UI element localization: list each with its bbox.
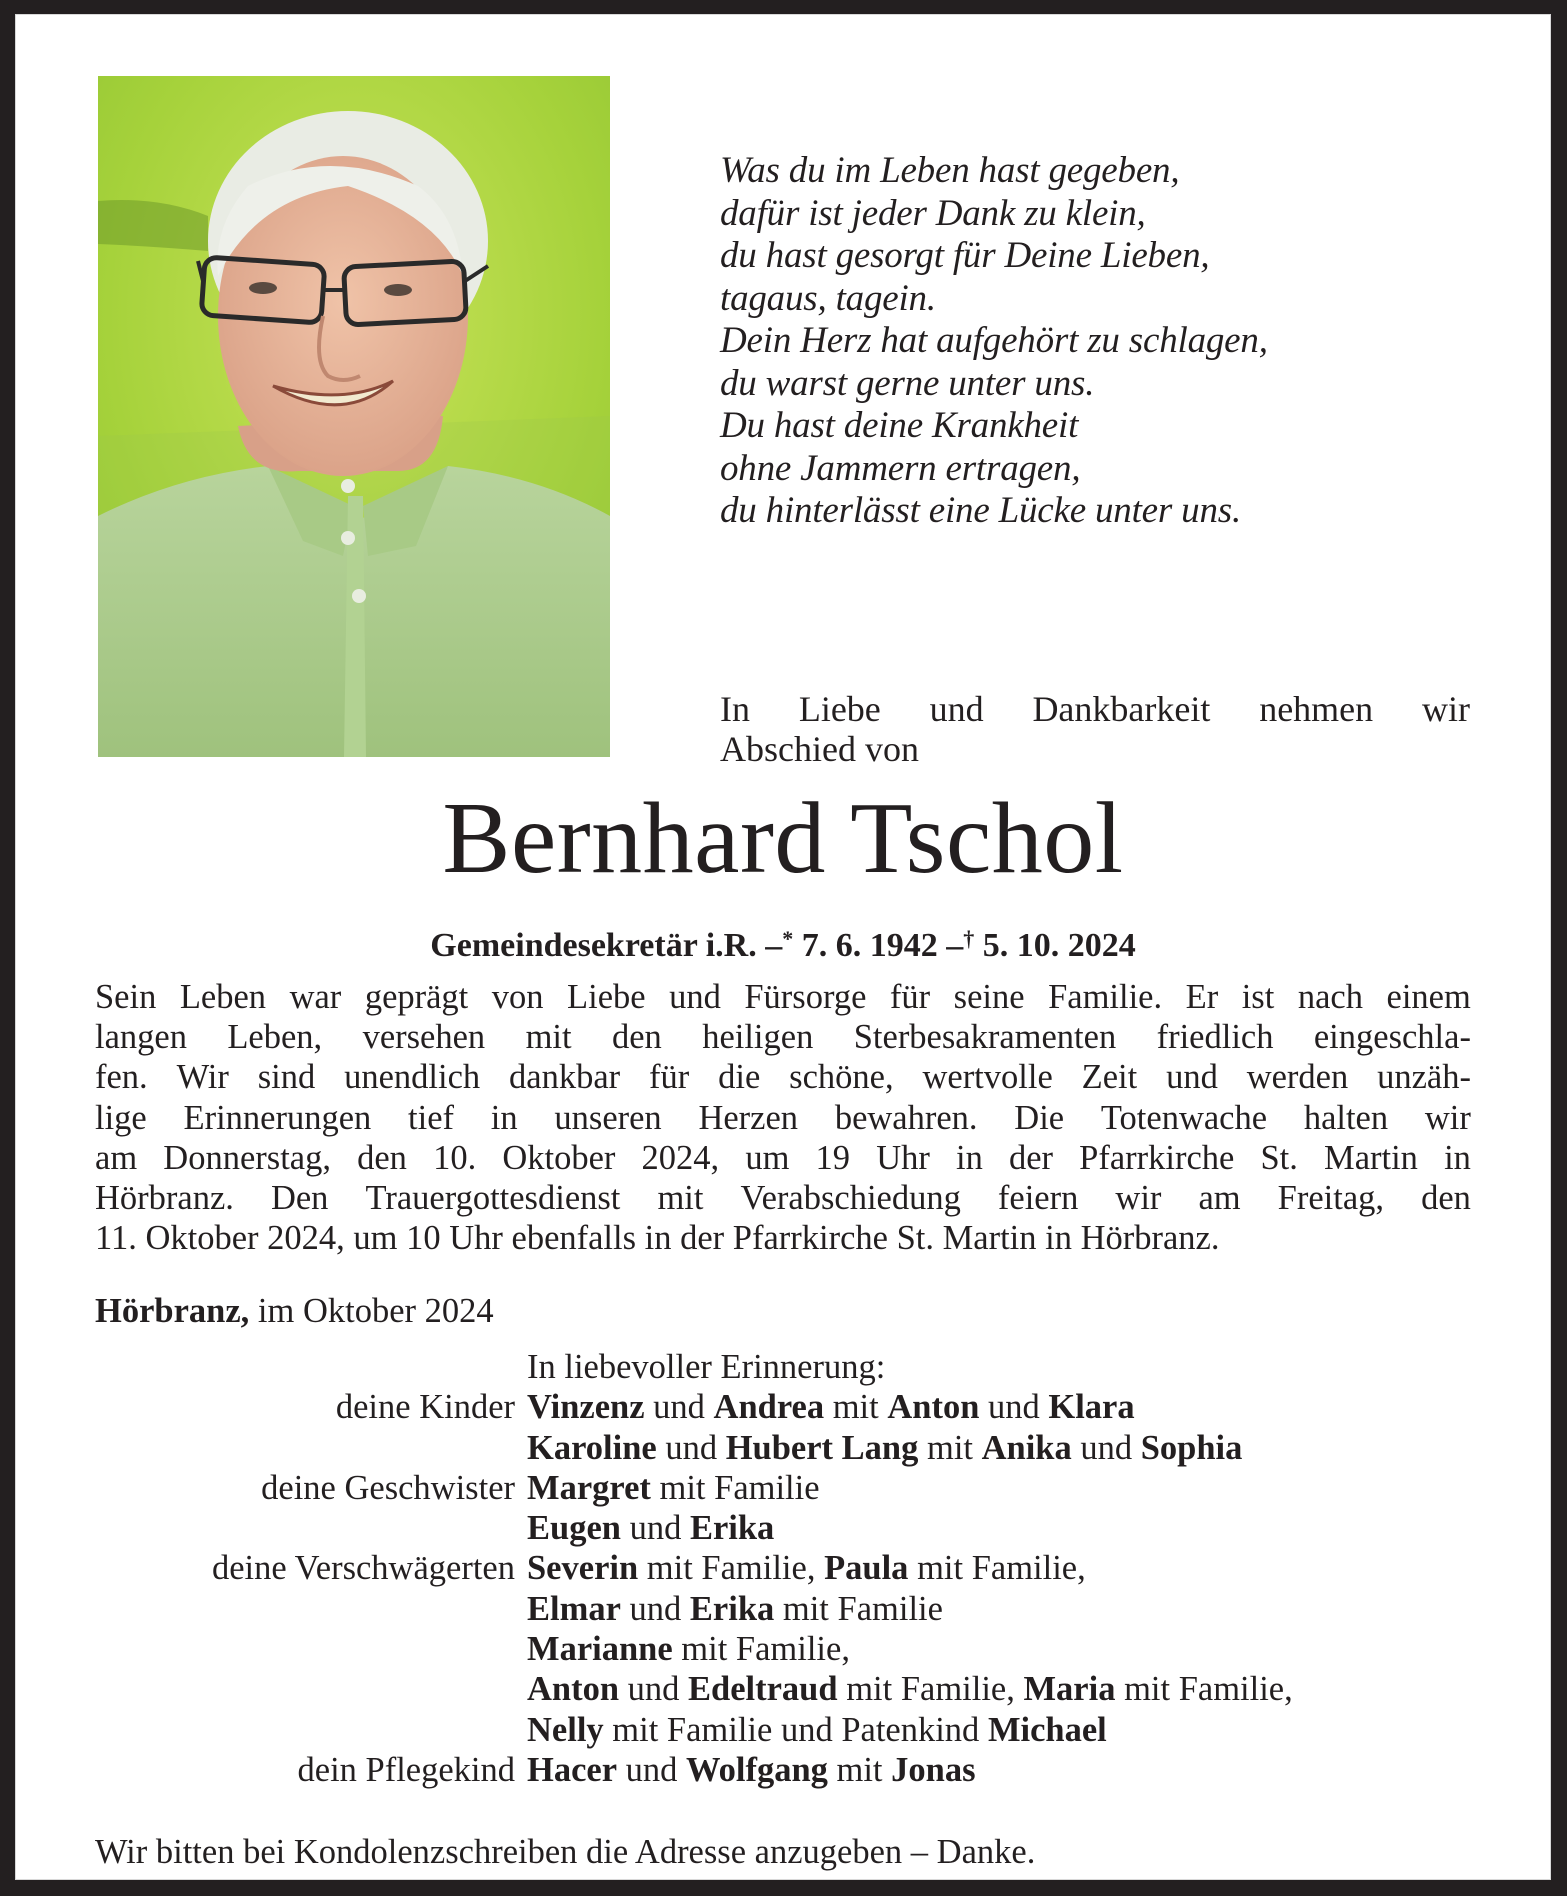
text-word: Die xyxy=(1014,1098,1065,1137)
mourner-row xyxy=(95,1669,1495,1709)
birth-symbol: * xyxy=(782,926,794,951)
text-word: wir xyxy=(1424,1098,1471,1137)
text-word: geprägt xyxy=(364,978,469,1016)
relation-label: deine Kinder xyxy=(335,1388,515,1427)
text-word: Pfarrkirche xyxy=(1079,1138,1235,1177)
mourner-name: Andrea xyxy=(713,1388,825,1427)
death-date: 5. 10. 2024 xyxy=(982,927,1136,964)
connector-text: und xyxy=(1071,1428,1141,1467)
text-word: langen xyxy=(95,1018,187,1057)
mourner-row xyxy=(95,1387,1495,1427)
text-word: heiligen xyxy=(702,1018,814,1057)
text-word: tief xyxy=(408,1098,455,1137)
text-word: unseren xyxy=(554,1098,662,1137)
mourner-name: Klara xyxy=(1048,1388,1135,1427)
poem-line: Was du im Leben hast gegeben, xyxy=(720,150,1180,191)
text-word: dankbar xyxy=(509,1058,621,1097)
mourner-name: Eugen xyxy=(527,1509,621,1548)
farewell-intro xyxy=(720,689,1470,769)
mourner-row xyxy=(95,1468,1495,1508)
mourners-heading: In liebevoller Erinnerung: xyxy=(527,1348,886,1386)
mourner-name: Nelly xyxy=(527,1710,604,1749)
text-word: einem xyxy=(1386,978,1471,1016)
obituary-text-line xyxy=(95,1017,1471,1057)
poem-line: tagaus, tagein. xyxy=(720,277,936,319)
connector-text: mit Familie, xyxy=(638,1549,825,1588)
mourner-row xyxy=(95,1750,1495,1790)
text-word: wir xyxy=(1115,1179,1162,1218)
mourner-names xyxy=(527,1508,774,1548)
obituary-text xyxy=(95,977,1471,1258)
mourners-list xyxy=(95,1347,1495,1790)
text-word: Hörbranz. xyxy=(95,1179,234,1218)
mourner-name: Wolfgang xyxy=(686,1750,828,1789)
text-word: nach xyxy=(1297,978,1363,1016)
text-word: Fürsorge xyxy=(744,978,867,1016)
connector-text: und xyxy=(620,1589,690,1628)
text-word: Zeit xyxy=(1081,1058,1138,1097)
mourner-name: Paula xyxy=(824,1549,909,1588)
text-word: Er xyxy=(1185,978,1219,1016)
mourner-name: Anton xyxy=(887,1388,980,1427)
text-word: Erinnerungen xyxy=(183,1098,372,1137)
farewell-intro-line-2: Abschied von xyxy=(720,729,919,769)
poem-line: Dein Herz hat aufgehört zu schlagen, xyxy=(720,320,1268,361)
poem-line: ohne Jammern ertragen, xyxy=(720,447,1081,489)
intro-word: nehmen xyxy=(1259,689,1374,729)
poem-line: du hinterlässt eine Lücke unter uns. xyxy=(720,490,1242,531)
text-word: der xyxy=(1008,1138,1054,1177)
poem-line: Du hast deine Krankheit xyxy=(720,405,1079,446)
text-word: für xyxy=(889,978,931,1016)
text-word: den xyxy=(357,1138,407,1177)
text-word: von xyxy=(491,978,544,1016)
deceased-title: Gemeindesekretär i.R. xyxy=(430,927,757,964)
poem-line: dafür ist jeder Dank zu klein, xyxy=(720,192,1146,234)
intro-word: In xyxy=(720,689,750,729)
relation-label xyxy=(95,1629,527,1669)
text-word: schöne, xyxy=(789,1058,894,1097)
text-word: Donnerstag, xyxy=(163,1138,331,1177)
poem-line: du warst gerne unter uns. xyxy=(720,362,1095,404)
mourner-row xyxy=(95,1629,1495,1669)
text-word: unendlich xyxy=(344,1058,481,1097)
text-word: sind xyxy=(257,1058,316,1097)
mourner-name: Michael xyxy=(987,1710,1107,1749)
text-word: und xyxy=(1166,1058,1218,1097)
text-word: Verabschiedung xyxy=(740,1179,961,1218)
text-word: für xyxy=(649,1058,690,1097)
relation-label: deine Verschwägerten xyxy=(211,1549,515,1588)
mourner-row xyxy=(95,1710,1495,1750)
mourner-row xyxy=(95,1508,1495,1548)
text-word: 19 xyxy=(815,1138,851,1177)
mourner-names xyxy=(527,1629,850,1669)
text-word: feiern xyxy=(997,1179,1079,1218)
mourner-name: Elmar xyxy=(527,1589,621,1628)
mourner-name: Sophia xyxy=(1140,1428,1243,1467)
intro-word: Liebe xyxy=(798,689,881,729)
text-word: Sein xyxy=(95,978,157,1016)
text-word: unzäh- xyxy=(1377,1058,1471,1097)
text-word: am xyxy=(1198,1179,1241,1218)
intro-word: und xyxy=(929,689,984,729)
obituary-text-line xyxy=(95,1178,1471,1218)
text-fragment: 11. Oktober 2024, um 10 Uhr ebenfalls in der Pfarrkirche St. Martin in Hörbranz. xyxy=(95,1219,1220,1258)
connector-text: mit Familie, xyxy=(837,1670,1024,1709)
text-word: mit xyxy=(525,1018,572,1057)
text-word: lige xyxy=(95,1098,147,1137)
connector-text: und xyxy=(620,1509,690,1548)
mourner-names xyxy=(527,1468,820,1508)
mourners-heading-row xyxy=(95,1347,1495,1387)
text-word: in xyxy=(490,1098,518,1137)
mourner-names xyxy=(527,1669,1293,1709)
text-word: friedlich xyxy=(1156,1018,1274,1057)
mourner-name: Vinzenz xyxy=(527,1388,645,1427)
portrait-image xyxy=(98,76,610,757)
connector-text: mit Familie und Patenkind xyxy=(603,1710,988,1749)
text-word: Oktober xyxy=(502,1138,616,1177)
text-word: die xyxy=(718,1058,761,1097)
mourner-name: Erika xyxy=(689,1509,775,1548)
relation-label xyxy=(95,1589,527,1629)
death-symbol: † xyxy=(963,926,975,951)
deceased-name: Bernhard Tschol xyxy=(442,782,1124,895)
relation-label xyxy=(95,1669,527,1709)
birth-date: 7. 6. 1942 xyxy=(801,927,938,964)
connector-text: und xyxy=(617,1750,687,1789)
text-word: fen. xyxy=(95,1058,148,1097)
obituary-page xyxy=(15,14,1551,1880)
mourner-name: Erika xyxy=(689,1589,775,1628)
text-word: Familie. xyxy=(1048,978,1163,1016)
text-word: Martin xyxy=(1324,1138,1418,1177)
mourner-name: Margret xyxy=(527,1468,651,1507)
text-word: Trauergottesdienst xyxy=(365,1179,621,1218)
text-word: Wir xyxy=(176,1058,229,1097)
connector-text: und xyxy=(656,1428,726,1467)
obituary-text-line xyxy=(95,1218,1471,1258)
mourner-name: Edeltraud xyxy=(688,1670,838,1709)
closing-note: Wir bitten bei Kondolenzschreiben die Adresse anzugeben – Danke. xyxy=(95,1833,1036,1871)
connector-text: mit Familie xyxy=(774,1589,943,1628)
mourner-row xyxy=(95,1428,1495,1468)
mourner-names xyxy=(527,1548,1086,1588)
text-word: Leben xyxy=(179,978,267,1016)
mourner-name: Hacer xyxy=(527,1750,618,1789)
connector-text: und xyxy=(619,1670,689,1709)
text-word: Herzen xyxy=(698,1098,799,1137)
text-word: 2024, xyxy=(641,1138,720,1177)
text-word: Totenwache xyxy=(1100,1098,1268,1137)
mourner-name: Anton xyxy=(527,1670,620,1709)
text-word: versehen xyxy=(362,1018,486,1057)
obituary-text-line xyxy=(95,1138,1471,1178)
text-word: um xyxy=(745,1138,790,1177)
text-word: 10. xyxy=(433,1138,477,1177)
mourner-names xyxy=(527,1750,976,1790)
mourner-name: Maria xyxy=(1023,1670,1116,1709)
place: Hörbranz, xyxy=(95,1292,250,1330)
obituary-text-line xyxy=(95,1098,1471,1138)
mourner-name: Karoline xyxy=(527,1428,657,1467)
connector-text: und xyxy=(644,1388,714,1427)
text-word: am xyxy=(95,1138,138,1177)
text-word: Sterbesakramenten xyxy=(853,1018,1117,1057)
relation-label xyxy=(95,1428,527,1468)
connector-text: mit xyxy=(824,1388,888,1427)
mourner-name: Severin xyxy=(527,1549,639,1588)
text-word: in xyxy=(955,1138,983,1177)
connector-text: und xyxy=(979,1388,1049,1427)
mourner-names xyxy=(527,1428,1242,1468)
connector-text: mit xyxy=(918,1428,982,1467)
text-word: und xyxy=(669,978,721,1016)
text-word: Uhr xyxy=(876,1138,930,1177)
place-date xyxy=(95,1291,494,1331)
obituary-text-line xyxy=(95,977,1471,1017)
farewell-intro-line-1 xyxy=(720,689,1470,729)
mourner-name: Anika xyxy=(981,1428,1072,1467)
relation-label: dein Pflegekind xyxy=(297,1750,515,1789)
intro-word: wir xyxy=(1422,689,1470,729)
mourner-names xyxy=(527,1387,1135,1427)
text-word: St. xyxy=(1260,1138,1298,1177)
connector-text: mit Familie, xyxy=(908,1549,1086,1588)
date: im Oktober 2024 xyxy=(257,1292,494,1330)
portrait-photo xyxy=(98,76,610,757)
text-word: Freitag, xyxy=(1277,1179,1385,1218)
connector-text: mit Familie xyxy=(650,1468,820,1507)
text-word: seine xyxy=(953,978,1025,1016)
text-word: den xyxy=(1421,1179,1471,1218)
intro-word: Dankbarkeit xyxy=(1032,689,1211,729)
text-word: eingeschla- xyxy=(1313,1018,1471,1057)
text-word: Liebe xyxy=(567,978,646,1016)
poem-line: du hast gesorgt für Deine Lieben, xyxy=(720,235,1210,276)
relation-label: deine Geschwister xyxy=(261,1468,515,1507)
connector-text: mit Familie, xyxy=(1115,1670,1293,1709)
text-word: mit xyxy=(657,1179,704,1218)
relation-label xyxy=(95,1710,527,1750)
connector-text: mit xyxy=(827,1750,892,1789)
obituary-text-line xyxy=(95,1057,1471,1097)
mourner-name: Marianne xyxy=(527,1630,673,1669)
mourner-name: Hubert Lang xyxy=(725,1428,919,1467)
relation-label xyxy=(95,1508,527,1548)
mourner-row xyxy=(95,1589,1495,1629)
mourner-name: Jonas xyxy=(891,1750,976,1789)
mourner-names xyxy=(527,1710,1107,1750)
text-word: Leben, xyxy=(227,1018,323,1057)
text-word: werden xyxy=(1246,1058,1349,1097)
text-word: bewahren. xyxy=(834,1098,978,1137)
connector-text: mit Familie, xyxy=(672,1630,850,1669)
separator: – xyxy=(946,927,964,964)
text-word: Den xyxy=(270,1179,329,1218)
deceased-subtitle xyxy=(15,919,1551,966)
text-word: wertvolle xyxy=(922,1058,1053,1097)
mourner-names xyxy=(527,1589,943,1629)
poem xyxy=(720,150,1480,533)
text-word: war xyxy=(289,978,342,1016)
mourner-row xyxy=(95,1548,1495,1588)
text-word: den xyxy=(611,1018,662,1057)
separator: – xyxy=(765,927,783,964)
text-word: in xyxy=(1444,1138,1471,1177)
text-word: ist xyxy=(1241,978,1275,1016)
text-word: halten xyxy=(1303,1098,1389,1137)
